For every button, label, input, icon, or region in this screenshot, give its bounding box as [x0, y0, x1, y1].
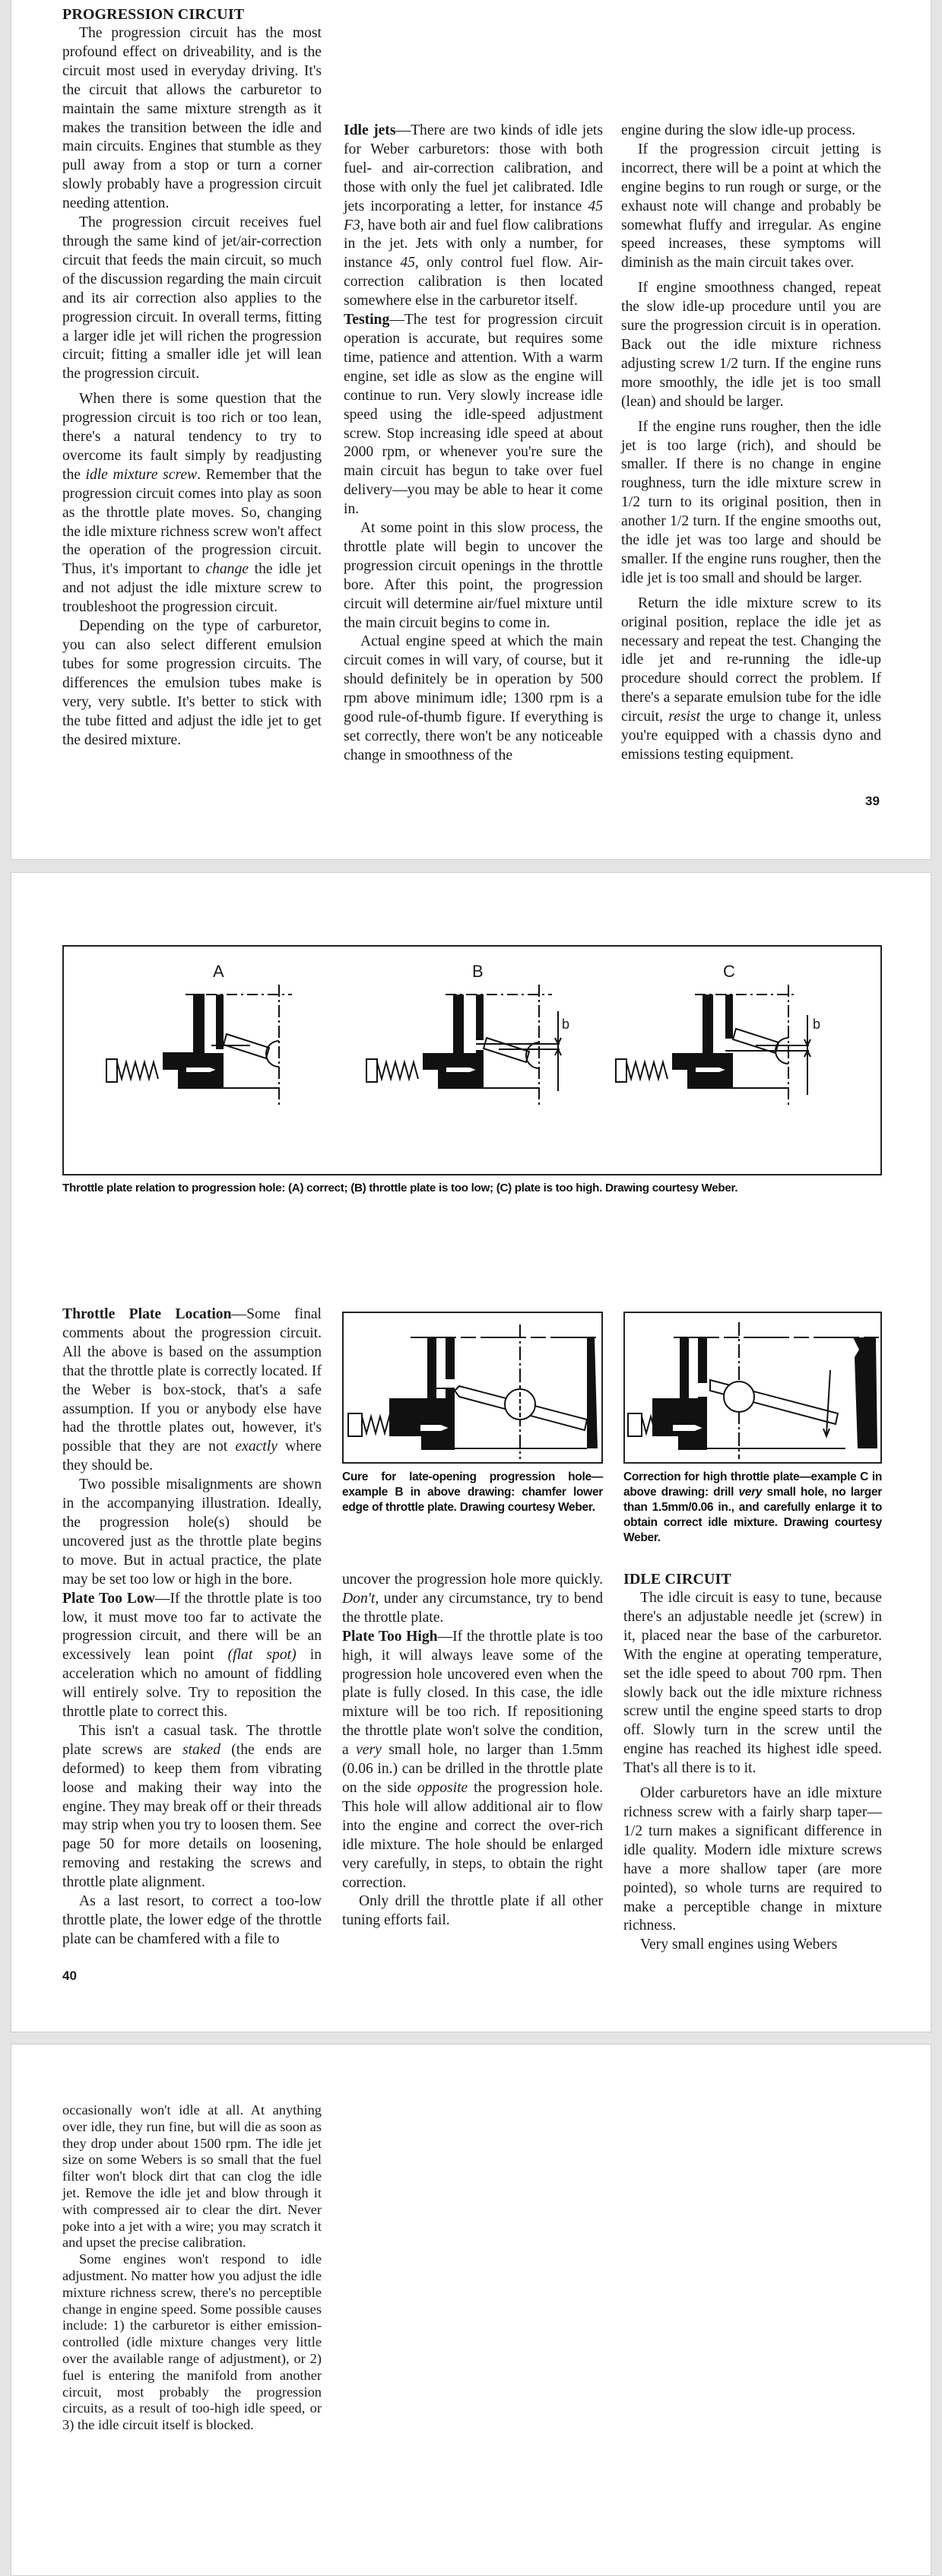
paragraph: Actual engine speed at which the main circuit comes in will vary, of course, but it should definitely be in operation by 500 rpm above minimum idle; 1300 rpm is a good rule-of-thumb figure. If everything is set correctly, there won't be any noticeable change in smoothness of the	[344, 633, 603, 763]
diagram-C	[616, 985, 810, 1106]
figure-drill-hole	[623, 1312, 882, 1464]
page40-column-3	[623, 1569, 882, 1955]
paragraph: This isn't a casual task. The throttle plate screws are staked (the ends are deformed) to keep them from vibrating loose and making their way into the engine. They may break off or their threads may strip when you try to loosen them. See page 50 for more details on loosening, removing and restaking the screws and throttle plate alignment.	[62, 1722, 322, 1891]
figure-caption-main: Throttle plate relation to progression hole: (A) correct; (B) throttle plate is too low; (C) plate is too high. Drawing courtesy Weber.	[62, 1182, 738, 1194]
paragraph: Older carburetors have an idle mixture richness screw with a fairly sharp taper—1/2 turn makes a significant difference in idle quality. Modern idle mixture screws have a more shallow taper (are more pointed), so whole turns are required to make a perceptible change in mixture richness.	[623, 1785, 882, 1934]
figure-caption-drill: Correction for high throttle plate—example C in above drawing: drill very small hole, no larger than 1.5mm/0.06 in., and carefully enlarge it to obtain correct idle mixture. Drawing courtesy Weber.	[623, 1470, 883, 1544]
paragraph: The progression circuit receives fuel through the same kind of jet/air-correction circuit that feeds the main circuit, so much of the discussion regarding the main circuit and its air correction also applies to the progression circuit. In overall terms, fitting a larger idle jet will richen the progression circuit; fitting a smaller idle jet will lean the progression circuit.	[62, 214, 322, 382]
chamfer-diagram	[344, 1313, 604, 1465]
figure-caption-chamfer: Cure for late-opening progression hole—example B in above drawing: chamfer lower edge of throttle plate. Drawing courtesy Weber.	[342, 1470, 603, 1514]
diagram-B	[366, 985, 561, 1106]
figure-label-c: C	[723, 962, 735, 981]
paragraph-idle-jets: Idle jets—There are two kinds of idle jets for Weber carburetors: those with both fuel- and air-correction calibration, and those with only the fuel jet calibrated. Idle jets incorporating a letter, for instance 45 F3, have both air and fuel flow calibrations in the jet. Jets with only a number, for instance 45, only control fuel flow. Air-correction calibration is then located somewhere else in the carburetor itself.	[344, 122, 603, 309]
figure-throttle-plate-relation	[62, 945, 882, 1175]
paragraph: At some point in this slow process, the throttle plate will begin to uncover the progression circuit openings in the throttle bore. After this point, the progression circuit will determine air/fuel mixture until the main circuit begins to come in.	[344, 520, 603, 631]
section-heading-progression-circuit: PROGRESSION CIRCUIT	[62, 6, 245, 23]
page39-column-2	[344, 122, 603, 766]
figure-chamfer-plate	[342, 1312, 603, 1464]
paragraph: When there is some question that the progression circuit is too rich or too lean, there's a natural tendency to try to overcome its fault simply by readjusting the idle mixture screw. Remember that the progression circuit comes into play as soon as the throttle plate moves. So, changing the idle mixture richness screw won't affect the operation of the progression circuit. Thus, it's important to change the idle jet and not adjust the idle mixture screw to troubleshoot the progression circuit.	[62, 391, 322, 616]
paragraph: Very small engines using Webers	[640, 1937, 838, 1953]
page39-column-1	[62, 5, 322, 750]
page-number: 39	[865, 794, 880, 808]
paragraph: occasionally won't idle at all. At anything over idle, they run fine, but will die as soon as they drop under about 1500 rpm. The idle jet size on some Webers is so small that the fuel filter won't block dirt that can clog the idle jet. Remove the idle jet and blow through it with compressed air to clear the dirt. Never poke into a jet with a wire; you may scratch it and upset the precise calibration.	[62, 2102, 322, 2251]
paragraph: Some engines won't respond to idle adjustment. No matter how you adjust the idle mixture richness screw, there's no perceptible change in engine speed. Some possible causes include: 1) the carburetor is either emission-controlled (idle mixture changes very little over the available range of adjustment), or 2) fuel is entering the manifold from another circuit, most probably the progression circuits, as a result of too-high idle speed, or 3) the idle circuit itself is blocked.	[62, 2251, 322, 2433]
paragraph: If the engine runs rougher, then the idle jet is too large (rich), and should be smaller. If there is no change in engine roughness, turn the idle mixture screw in 1/2 turn to its original position, then in another 1/2 turn. If the engine smooths out, the idle jet was too large and should be smaller. If the engine runs rougher, then the idle jet is too small and should be larger.	[621, 418, 881, 586]
page39-column-3	[621, 122, 881, 765]
paragraph-plate-too-high: Plate Too High—If the throttle plate is too high, it will always leave some of the progression hole uncovered even when the plate is fully closed. In this case, the idle mixture will be too rich. If repositioning the throttle plate won't solve the condition, a very small hole, no larger than 1.5mm (0.06 in.) can be drilled in the throttle plate on the side opposite the progression hole. This hole will allow additional air to flow into the engine and correct the over-rich idle mixture. The hole should be enlarged very carefully, in steps, to obtain the right correction.	[342, 1628, 603, 1891]
paragraph: Return the idle mixture screw to its original position, replace the idle jet as necessary and repeat the test. Changing the idle jet and re-running the idle-up procedure should correct the problem. If there's a separate emulsion tube for the idle circuit, resist the urge to change it, unless you're equipped with a chassis dyno and emissions testing equipment.	[621, 595, 882, 763]
paragraph: If the progression circuit jetting is incorrect, there will be a point at which the engine begins to run rough or surge, or the exhaust note will change and probably be somewhat fluffy and irregular. As engine speed increases, these symptoms will diminish as the main circuit takes over.	[621, 141, 881, 271]
paragraph: engine during the slow idle-up process.	[621, 122, 855, 138]
paragraph: As a last resort, to correct a too-low throttle plate, the lower edge of the throttle plate can be chamfered with a file to	[62, 1893, 322, 1947]
paragraph: The idle circuit is easy to tune, because there's an adjustable needle jet (screw) in it, placed near the base of the carburetor. With the engine at operating temperature, set the idle speed to about 700 rpm. Then slowly back out the idle mixture richness screw until the engine speed starts to drop off. Slowly turn in the screw until the engine has reached its highest idle speed. That's all there is to it.	[623, 1590, 882, 1777]
paragraph: uncover the progression hole more quickly. Don't, under any circumstance, try to bend the throttle plate.	[342, 1572, 603, 1626]
page40-column-2	[342, 1571, 603, 1930]
dimension-label-b: b	[562, 1017, 570, 1032]
paragraph-plate-too-low: Plate Too Low—If the throttle plate is too low, it must move too far to activate the progression circuit, and there will be an excessively lean point (flat spot) in acceleration which no amount of fiddling will entirely solve. Try to reposition the throttle plate to correct this.	[62, 1590, 322, 1721]
page40-column-1	[62, 1305, 322, 1949]
paragraph: Only drill the throttle plate if all other tuning efforts fail.	[342, 1893, 603, 1929]
figure-label-a: A	[213, 962, 224, 981]
paragraph: Depending on the type of carburetor, you can also select different emulsion tubes for some progression circuits. The differences the emulsion tubes make is very, very subtle. It's better to stick with the tube fitted and adjust the idle jet to get the desired mixture.	[62, 618, 322, 748]
paragraph: If engine smoothness changed, repeat the slow idle-up procedure until you are sure the progression circuit is in operation. Back out the idle mixture richness adjusting screw 1/2 turn. If the engine runs more smoothly, the idle jet is too small (lean) and should be larger.	[621, 280, 881, 410]
paragraph-throttle-plate-location: Throttle Plate Location—Some final comments about the progression circuit. All the above is based on the assumption that the throttle plate is correctly located. If the Weber is box-stock, that's a safe assumption. If you or anybody else have had the throttle plates out, however, it's possible that they are not exactly where they should be.	[62, 1306, 322, 1474]
page-number: 40	[62, 1968, 77, 1983]
paragraph: The progression circuit has the most profound effect on driveability, and is the circuit most used in everyday driving. It's the circuit that allows the carburetor to maintain the same mixture strength as it makes the transition between the idle and main circuits. Engines that stumble as they pull away from a stop or turn a corner slowly probably have a progression circuit needing attention.	[62, 25, 322, 212]
dimension-label-c-b: b	[813, 1017, 821, 1032]
drill-hole-diagram	[625, 1313, 883, 1465]
figure-label-b: B	[472, 962, 484, 981]
diagram-A	[106, 985, 292, 1106]
paragraph: Two possible misalignments are shown in the accompanying illustration. Ideally, the progression hole(s) should be uncovered just as the throttle plate begins to move. But in actual practice, the plate may be set too low or high in the bore.	[62, 1477, 322, 1588]
page41-column-1	[62, 2102, 322, 2434]
section-heading-idle-circuit: IDLE CIRCUIT	[623, 1571, 731, 1588]
paragraph-testing: Testing—The test for progression circuit operation is accurate, but requires some time, patience and attention. With a warm engine, set idle as slow as the engine will continue to run. Very slowly increase idle speed using the idle-speed adjustment screw. Stop increasing idle speed at about 2000 rpm, or whenever you're sure the main circuit has begun to take over fuel delivery—you may be able to hear it come in.	[344, 312, 603, 518]
